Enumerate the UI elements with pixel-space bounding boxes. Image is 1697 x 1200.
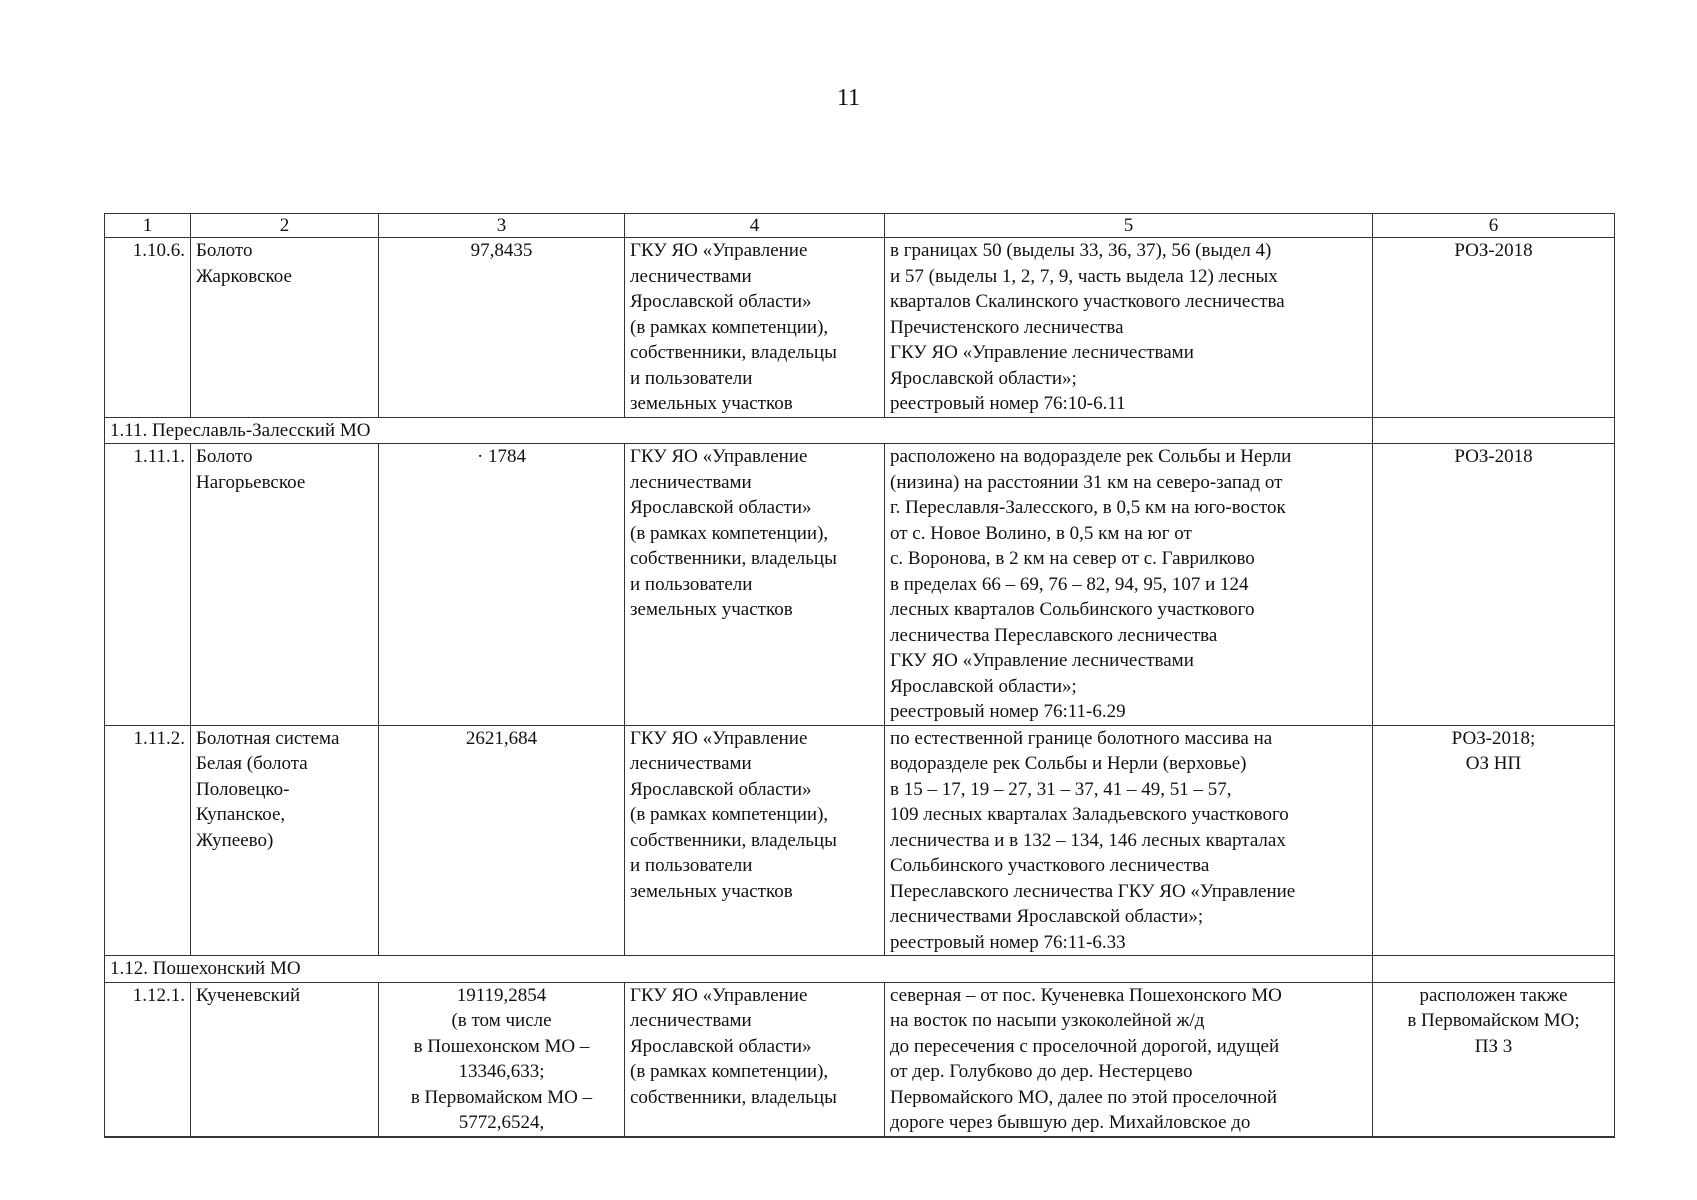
entry-name-line: Нагорьевское [196, 471, 306, 493]
entry-name-line: Болото [196, 240, 253, 261]
entry-area [379, 982, 625, 1137]
entry-location-line: на восток по насыпи узкоколейной ж/д [890, 1010, 1205, 1031]
section-empty-cell [1373, 956, 1615, 983]
entry-organization-line: ГКУ ЯО «Управление [630, 240, 808, 261]
entry-area-line: 13346,633; [458, 1061, 545, 1082]
entry-organization-line: ГКУ ЯО «Управление [630, 446, 808, 467]
entry-location [885, 238, 1373, 418]
entry-organization-line: Ярославской области» [630, 778, 812, 800]
entry-area-line: в Первомайском МО – [410, 1086, 593, 1108]
column-number: 3 [379, 214, 625, 238]
entry-category [1373, 238, 1615, 418]
section-row [105, 956, 1615, 983]
entry-location [885, 725, 1373, 956]
entry-location-line: в границах 50 (выделы 33, 36, 37), 56 (выдел 4) [890, 240, 1272, 261]
entry-organization-line: Ярославской области» [630, 291, 812, 312]
entry-location-line: и 57 (выделы 1, 2, 7, 9, часть выдела 12) лесных [890, 265, 1278, 287]
entry-location-line: северная – от пос. Кученевка Пошехонского МО [890, 984, 1282, 1006]
entry-organization [625, 238, 885, 418]
entry-organization-line: земельных участков [630, 599, 793, 620]
entry-organization-line: земельных участков [630, 393, 793, 414]
column-number-row [105, 214, 1615, 238]
entry-location-line: лесных кварталов Сольбинского участкового [890, 599, 1255, 620]
entry-location-line: в пределах 66 – 69, 76 – 82, 94, 95, 107 и 124 [890, 573, 1249, 595]
entry-area-line: 97,8435 [470, 240, 533, 261]
section-row [105, 417, 1615, 444]
entry-organization-line: собственники, владельцы [630, 1086, 837, 1108]
entry-location-line: лесничествами Ярославской области»; [890, 906, 1204, 927]
entry-organization-line: (в рамках компетенции), [630, 804, 829, 825]
entry-organization-line: (в рамках компетенции), [630, 1061, 829, 1082]
entry-organization-line: собственники, владельцы [630, 548, 837, 569]
column-number: 4 [625, 214, 885, 238]
entry-number: 1.11.1. [105, 444, 191, 726]
entry-location-line: от с. Новое Волино, в 0,5 км на юг от [890, 522, 1192, 544]
entry-name-line: Жупеево) [196, 829, 274, 851]
entry-location-line: Ярославской области»; [890, 675, 1077, 697]
entry-location-line: по естественной границе болотного массива на [890, 727, 1273, 749]
entry-location-line: дороге через бывшую дер. Михайловское до [890, 1112, 1251, 1133]
entry-name [191, 444, 379, 726]
entry-number: 1.10.6. [105, 238, 191, 418]
entry-location-line: лесничества и в 132 – 134, 146 лесных кварталах [890, 829, 1286, 851]
entry-organization-line: собственники, владельцы [630, 342, 837, 363]
entry-area [379, 725, 625, 956]
entry-name-line: Купанское, [196, 804, 286, 825]
entry-location-line: ГКУ ЯО «Управление лесничествами [890, 342, 1194, 363]
entry-location-line: ГКУ ЯО «Управление лесничествами [890, 650, 1194, 671]
entry-location-line: до пересечения с проселочной дорогой, идущей [890, 1035, 1280, 1057]
entry-organization [625, 725, 885, 956]
entry-category-line: ПЗ 3 [1474, 1035, 1513, 1057]
entry-location-line: Пречистенского лесничества [890, 316, 1124, 338]
entry-location-line: кварталов Скалинского участкового лесничества [890, 291, 1285, 312]
entry-category-line: ОЗ НП [1465, 753, 1522, 774]
section-empty-cell [1373, 417, 1615, 444]
entry-name [191, 725, 379, 956]
entry-category [1373, 725, 1615, 956]
entry-area-line: 19119,2854 [456, 984, 547, 1006]
entry-organization-line: земельных участков [630, 880, 793, 902]
entry-location-line: реестровый номер 76:11-6.33 [890, 931, 1126, 953]
entry-location-line: лесничества Переславского лесничества [890, 624, 1218, 646]
entry-category-line: в Первомайском МО; [1407, 1010, 1580, 1031]
entry-organization-line: и пользователи [630, 573, 753, 595]
entry-name-line: Болото [196, 446, 253, 467]
entry-area [379, 238, 625, 418]
entry-category-line: РОЗ-2018 [1454, 446, 1533, 467]
entry-category-line: РОЗ-2018 [1454, 240, 1533, 261]
entry-location-line: Ярославской области»; [890, 367, 1077, 389]
entry-category [1373, 982, 1615, 1137]
entry-organization-line: ГКУ ЯО «Управление [630, 984, 808, 1006]
entry-organization-line: лесничествами [630, 471, 752, 493]
entry-name-line: Болотная система [196, 727, 340, 749]
table-row [105, 725, 1615, 956]
entry-location-line: реестровый номер 76:11-6.29 [890, 701, 1126, 722]
section-title: 1.12. Пошехонский МО [105, 956, 1373, 983]
entry-organization-line: Ярославской области» [630, 497, 812, 518]
entry-number: 1.12.1. [105, 982, 191, 1137]
entry-category [1373, 444, 1615, 726]
entry-organization-line: лесничествами [630, 753, 752, 774]
entry-location [885, 444, 1373, 726]
entry-location-line: реестровый номер 76:10-6.11 [890, 393, 1126, 414]
entry-organization-line: Ярославской области» [630, 1035, 812, 1057]
entry-location-line: г. Переславля-Залесского, в 0,5 км на юго-восток [890, 497, 1286, 518]
entry-location-line: от дер. Голубково до дер. Нестерцево [890, 1061, 1193, 1082]
entry-location-line: в 15 – 17, 19 – 27, 31 – 37, 41 – 49, 51 – 57, [890, 778, 1232, 800]
entry-location-line: (низина) на расстоянии 31 км на северо-запад от [890, 471, 1283, 493]
entry-name [191, 238, 379, 418]
entry-location-line: Сольбинского участкового лесничества [890, 855, 1210, 876]
column-number: 2 [191, 214, 379, 238]
table-row [105, 982, 1615, 1137]
entry-area-line: 5772,6524, [458, 1112, 545, 1133]
entry-organization [625, 982, 885, 1137]
entry-organization-line: (в рамках компетенции), [630, 316, 829, 338]
entry-category-line: расположен также [1419, 984, 1568, 1006]
entry-organization-line: лесничествами [630, 1010, 752, 1031]
entry-name-line: Белая (болота [196, 753, 308, 774]
entry-area-line: в Пошехонском МО – [413, 1035, 590, 1057]
table-row [105, 238, 1615, 418]
entry-organization-line: и пользователи [630, 367, 753, 389]
column-number: 1 [105, 214, 191, 238]
entry-name-line: Жарковское [196, 265, 292, 287]
entry-organization-line: ГКУ ЯО «Управление [630, 727, 808, 749]
entry-area [379, 444, 625, 726]
entry-location [885, 982, 1373, 1137]
entry-location-line: 109 лесных кварталах Заладьевского участкового [890, 804, 1289, 825]
column-number: 5 [885, 214, 1373, 238]
section-title: 1.11. Переславль-Залесский МО [105, 417, 1373, 444]
table-row [105, 444, 1615, 726]
entry-location-line: с. Воронова, в 2 км на север от с. Гаврилково [890, 548, 1255, 569]
entry-name-line: Половецко- [196, 778, 290, 800]
entry-organization-line: и пользователи [630, 855, 753, 876]
entry-area-line: 2621,684 [465, 727, 538, 749]
entry-number: 1.11.2. [105, 725, 191, 956]
entry-organization [625, 444, 885, 726]
protected-areas-table [104, 213, 1615, 1138]
entry-name [191, 982, 379, 1137]
page-number: 11 [836, 85, 861, 111]
entry-area-line: (в том числе [451, 1010, 552, 1031]
entry-organization-line: собственники, владельцы [630, 829, 837, 851]
entry-location-line: Первомайского МО, далее по этой проселочной [890, 1086, 1278, 1108]
entry-organization-line: (в рамках компетенции), [630, 522, 829, 544]
column-number: 6 [1373, 214, 1615, 238]
entry-location-line: расположено на водоразделе рек Сольбы и Нерли [890, 446, 1292, 467]
entry-location-line: Переславского лесничества ГКУ ЯО «Управление [890, 880, 1296, 902]
entry-location-line: водоразделе рек Сольбы и Нерли (верховье) [890, 753, 1247, 774]
entry-organization-line: лесничествами [630, 265, 752, 287]
entry-area-line: · 1784 [476, 446, 527, 467]
entry-name-line: Кученевский [196, 984, 301, 1006]
entry-category-line: РОЗ-2018; [1451, 727, 1536, 749]
